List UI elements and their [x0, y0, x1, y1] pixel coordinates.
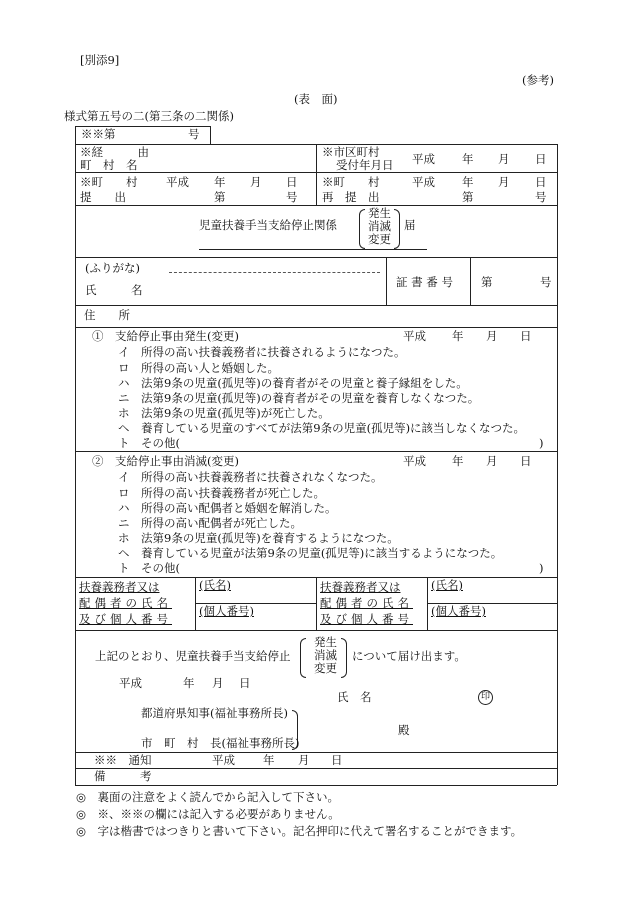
- receipt-era: 平成: [412, 152, 435, 166]
- supporter-label-left-1: 扶養義務者又は: [79, 580, 160, 594]
- section1-day: 日: [520, 329, 532, 343]
- town-go: 号: [286, 190, 298, 204]
- notice-day: 日: [331, 753, 343, 767]
- section2-era: 平成: [403, 454, 426, 468]
- recipient-prefecture: 都道府県知事(福祉事務所長): [141, 706, 288, 720]
- right-brace: [394, 209, 400, 249]
- resub-month: 月: [498, 175, 510, 189]
- section1-item: ハ 法第9条の児童(孤児等)の養育者がその児童と養子縁組をした。: [118, 376, 468, 390]
- form-title: 児童扶養手当支給停止関係: [199, 218, 337, 232]
- section2-item: ハ 所得の高い配偶者と婚姻を解消した。: [118, 501, 337, 515]
- declaration-year: 年: [183, 676, 195, 690]
- receipt-month: 月: [498, 152, 510, 166]
- recipient-municipality: 市 町 村 長(福祉事務所長): [141, 736, 300, 750]
- section1-item: ロ 所得の高い人と婚姻した。: [118, 361, 279, 375]
- section1-item: ヘ 養育している児童のすべてが法第9条の児童(孤児等)に該当しなくなつた。: [118, 421, 526, 435]
- title-option-extinct: 消滅: [368, 219, 391, 233]
- section1-month: 月: [486, 329, 498, 343]
- supporter-label-left-3: 及び個人番号: [79, 612, 172, 626]
- shiku-label-1: ※市区町村: [322, 145, 380, 159]
- town-label-2: 提 出: [80, 190, 126, 204]
- notice-year: 年: [263, 753, 275, 767]
- declaration-option-occur: 発生: [314, 635, 337, 649]
- section2-item: ホ 法第9条の児童(孤児等)を養育するようになつた。: [118, 531, 399, 545]
- cert-dai: 第: [481, 275, 493, 289]
- section2-year: 年: [452, 454, 464, 468]
- section2-item: ト その他(: [118, 561, 180, 575]
- declaration-option-extinct: 消滅: [314, 648, 337, 662]
- resub-label-1: ※町 村: [322, 175, 380, 189]
- cert-number-label: 証 書 番 号: [396, 275, 453, 289]
- section2-item: ヘ 養育している児童が法第9条の児童(孤児等)に該当するようになつた。: [118, 546, 503, 560]
- section2-heading: ② 支給停止事由消滅(変更): [92, 454, 239, 468]
- address-label: 住 所: [84, 308, 130, 322]
- town-year: 年: [214, 175, 226, 189]
- notice-label: ※※ 通知: [94, 753, 152, 767]
- receipt-year: 年: [462, 152, 474, 166]
- declaration-era: 平成: [119, 676, 142, 690]
- form-number-suffix: 号: [188, 127, 200, 141]
- supporter-label-right-1: 扶養義務者又は: [320, 580, 401, 594]
- title-option-change: 変更: [368, 232, 391, 246]
- notice-era: 平成: [212, 753, 235, 767]
- town-month: 月: [250, 175, 262, 189]
- note-item: ◎ 字は楷書ではつきりと書いて下さい。記名押印に代えて署名することができます。: [76, 824, 523, 838]
- supporter-label-right-3: 及び個人番号: [320, 612, 413, 626]
- declaration-day: 日: [239, 676, 251, 690]
- section1-era: 平成: [403, 329, 426, 343]
- remarks-label: 備 考: [94, 769, 152, 783]
- section1-item: ホ 法第9条の児童(孤児等)が死亡した。: [118, 406, 330, 420]
- declaration-right-brace: [341, 638, 347, 678]
- seal-mark: 印: [478, 690, 493, 705]
- form-number-prefix: ※※第: [81, 127, 116, 141]
- declaration-month: 月: [212, 676, 224, 690]
- supporter-id-left[interactable]: (個人番号): [199, 604, 254, 618]
- shiku-label-2: 受付年月日: [336, 158, 394, 172]
- resub-era: 平成: [412, 175, 435, 189]
- section1-item: イ 所得の高い扶養義務者に扶養されるようになつた。: [118, 345, 406, 359]
- section2-item: ロ 所得の高い扶養義務者が死亡した。: [118, 486, 325, 500]
- section1-year: 年: [452, 329, 464, 343]
- supporter-name-right[interactable]: (氏名): [431, 578, 463, 592]
- declaration-option-change: 変更: [314, 661, 337, 675]
- section1-item: ニ 法第9条の児童(孤児等)の養育者がその児童を養育しなくなつた。: [118, 391, 480, 405]
- section2-item: ニ 所得の高い配偶者が死亡した。: [118, 516, 302, 530]
- town-dai: 第: [214, 190, 226, 204]
- resub-go: 号: [535, 190, 547, 204]
- town-day: 日: [286, 175, 298, 189]
- declaration-suffix: について届け出ます。: [352, 649, 466, 663]
- note-item: ◎ ※、※※の欄には記入する必要がありません。: [76, 807, 340, 821]
- furigana-label: (ふりがな): [85, 261, 140, 275]
- applicant-name-label: 氏 名: [337, 690, 372, 704]
- note-item: ◎ 裏面の注意をよく読んでから記入して下さい。: [76, 790, 340, 804]
- resub-dai: 第: [462, 190, 474, 204]
- declaration-left-brace: [300, 638, 306, 678]
- declaration-prefix: 上記のとおり、児童扶養手当支給停止: [95, 649, 291, 663]
- cert-go: 号: [540, 275, 552, 289]
- resub-label-2: 再 提 出: [322, 190, 380, 204]
- resub-day: 日: [535, 175, 547, 189]
- reference-label: (参考): [522, 73, 554, 87]
- supporter-label-right-2: 配偶者の氏名: [320, 596, 413, 610]
- section2-month: 月: [486, 454, 498, 468]
- section2-item: イ 所得の高い扶養義務者に扶養されなくなつた。: [118, 470, 383, 484]
- furigana-field[interactable]: [169, 272, 380, 273]
- resub-year: 年: [462, 175, 474, 189]
- town-era: 平成: [166, 175, 189, 189]
- section2-close-paren: ): [539, 561, 544, 575]
- section1-item: ト その他(: [118, 436, 180, 450]
- keiyu-label-1: ※経 由: [80, 145, 149, 159]
- form-number: 様式第五号の二(第三条の二関係): [64, 109, 234, 123]
- side-label: (表 面): [294, 92, 338, 106]
- supporter-id-right[interactable]: (個人番号): [431, 604, 486, 618]
- town-label-1: ※町 村: [80, 175, 138, 189]
- title-suffix: 届: [404, 218, 416, 232]
- attachment-label: [別添9]: [80, 53, 120, 67]
- section1-close-paren: ): [539, 436, 544, 450]
- section2-day: 日: [520, 454, 532, 468]
- name-label: 氏 名: [85, 283, 143, 297]
- left-brace: [359, 209, 365, 249]
- supporter-label-left-2: 配偶者の氏名: [79, 596, 172, 610]
- section1-heading: ① 支給停止事由発生(変更): [92, 329, 239, 343]
- title-option-occur: 発生: [368, 206, 391, 220]
- supporter-name-left[interactable]: (氏名): [199, 578, 231, 592]
- dono-label: 殿: [398, 723, 410, 737]
- receipt-day: 日: [535, 152, 547, 166]
- notice-month: 月: [298, 753, 310, 767]
- keiyu-label-2: 町 村 名: [80, 158, 138, 172]
